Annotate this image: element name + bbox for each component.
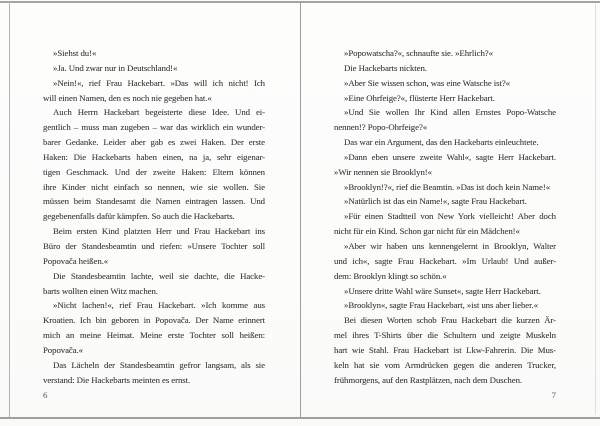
paragraph: [334, 209, 556, 239]
text-line: Die Hackebarts nickten.: [344, 62, 427, 73]
text-line: müssen beim Standesamt die Namen eintragen lassen. Und: [43, 196, 265, 207]
page-text: [334, 46, 556, 387]
paragraph: [334, 150, 556, 180]
paragraph: [334, 284, 556, 299]
text-line: frühmorgens, auf den Rastplätzen, nach dem Duschen.: [334, 374, 523, 385]
text-line: »Siehst du!«: [53, 48, 97, 58]
text-line: keln hat sie vom Armdrücken gegen die anderen Trucker,: [334, 359, 556, 370]
paragraph: [43, 61, 265, 76]
paragraph: [334, 180, 556, 195]
paragraph: [334, 61, 556, 76]
text-line: dem: Brooklyn klingt so schön.«: [334, 270, 447, 281]
text-line: Beim ersten Kind platzten Herr und Frau Hackebart ins: [53, 226, 265, 237]
page-edge-right: [595, 4, 596, 415]
text-line: »Nicht lachen!«, rief Frau Hackebart. »Ich komme aus: [53, 300, 265, 311]
paragraph: [334, 298, 556, 313]
text-line: »Brooklyn!?«, rief die Beamtin. »Das ist doch kein Name!«: [344, 181, 551, 192]
paragraph: [43, 269, 265, 299]
text-line: gentlich – muss man zugeben – war das wirklich ein wunder-: [43, 122, 265, 133]
text-line: tigen Geschmack. Und der zweite Haken: Eltern können: [43, 166, 265, 177]
text-line: hart wie Stahl. Frau Hackebart ist Lkw-Fahrerin. Die Mus-: [334, 344, 556, 355]
text-line: Büro der Standesbeamtin und riefen: »Unsere Tochter soll: [43, 240, 265, 251]
text-line: Popovača heißen.«: [43, 255, 109, 266]
paragraph: [334, 105, 556, 135]
text-line: »Aber Sie wissen schon, was eine Watsche ist?«: [344, 77, 510, 88]
paragraph: [334, 76, 556, 91]
text-line: Kroatien. Ich bin geboren in Popovača. Der Name erinnert: [43, 315, 265, 326]
page-number-left: 6: [43, 390, 48, 400]
text-line: Das Lächeln der Standesbeamtin gefror langsam, als sie: [53, 359, 265, 370]
paragraph: [43, 76, 265, 106]
text-line: »Eine Ohrfeige?«, flüsterte Herr Hackebart.: [344, 92, 495, 103]
left-page: [10, 0, 300, 417]
paragraph: [43, 358, 265, 388]
text-line: mich an meine Heimat. Meine erste Tochter soll heißen:: [43, 330, 265, 341]
text-line: »Wir nennen sie Brooklyn!«: [334, 166, 432, 177]
text-line: »Nein!«, rief Frau Hackebart. »Das will ich nicht! Ich: [53, 77, 265, 88]
paragraph: [43, 105, 265, 224]
page-number-right: 7: [551, 390, 556, 400]
text-line: gegebenenfalls dafür kämpfen. So auch die Hackebarts.: [43, 211, 235, 222]
paragraph: [334, 46, 556, 61]
text-line: »Aber wir haben uns kennengelernt in Brooklyn, Walter: [344, 240, 556, 251]
page-text: [43, 46, 265, 387]
paragraph: [334, 135, 556, 150]
text-line: »Popowatscha?«, schnaufte sie. »Ehrlich?«: [344, 48, 493, 58]
text-line: Popovača.«: [43, 344, 83, 355]
paragraph: [43, 224, 265, 269]
text-line: barer Gedanke. Leider aber gab es zwei Haken. Der erste: [43, 137, 265, 148]
text-line: »Unsere dritte Wahl wäre Sunset«, sagte Herr Hackebart.: [344, 285, 541, 296]
text-line: mel ihres T-Shirts über die Schultern und zeigte Muskeln: [334, 330, 556, 341]
text-line: barts wollten einen Witz machen.: [43, 285, 158, 296]
right-page: [301, 0, 595, 417]
text-line: »Ja. Und zwar nur in Deutschland!«: [53, 62, 178, 73]
text-line: nicht für ein Kind. Schon gar nicht für ein Mädchen!«: [334, 226, 520, 237]
text-line: »Brooklyn«, sagte Frau Hackebart, »ist uns aber lieber.«: [344, 300, 538, 311]
text-line: »Für einen Stadtteil von New York vielleicht! Aber doch: [344, 211, 556, 222]
paragraph: [334, 239, 556, 284]
text-line: nennen!? Popo-Ohrfeige?«: [334, 122, 428, 133]
scan-border-bottom: [0, 417, 600, 419]
text-line: Bei diesen Worten schob Frau Hackebart die kurzen Är-: [344, 315, 556, 326]
text-line: und ich«, sagte Frau Hackebart. »Im Urlaub! Und außer-: [334, 255, 556, 266]
text-line: »Natürlich ist das ein Name!«, sagte Frau Hackebart.: [344, 196, 527, 207]
text-line: verstand: Die Hackebarts meinten es ernst.: [43, 374, 191, 385]
paragraph: [334, 91, 556, 106]
text-line: Die Standesbeamtin lachte, weil sie dachte, die Hacke-: [53, 270, 265, 281]
paragraph: [43, 46, 265, 61]
paragraph: [334, 194, 556, 209]
text-line: »Dann eben unsere zweite Wahl«, sagte Herr Hackebart.: [344, 151, 556, 162]
paragraph: [334, 313, 556, 387]
paragraph: [43, 298, 265, 357]
text-line: Haken: Die Hackebarts haben einen, na ja, sehr eigenar-: [43, 151, 265, 162]
text-line: Das war ein Argument, das den Hackebarts einleuchtete.: [344, 137, 539, 148]
text-line: ihre Kinder nicht einfach so nennen, wie sie wollen. Sie: [43, 181, 265, 192]
text-line: Auch Herrn Hackebart begeisterte diese Idee. Und ei-: [53, 107, 265, 118]
text-line: will einen Namen, den es noch nie gegeben hat.«: [43, 92, 212, 103]
text-line: »Und Sie wollen Ihr Kind allen Ernstes Popo-Watsche: [344, 107, 556, 118]
